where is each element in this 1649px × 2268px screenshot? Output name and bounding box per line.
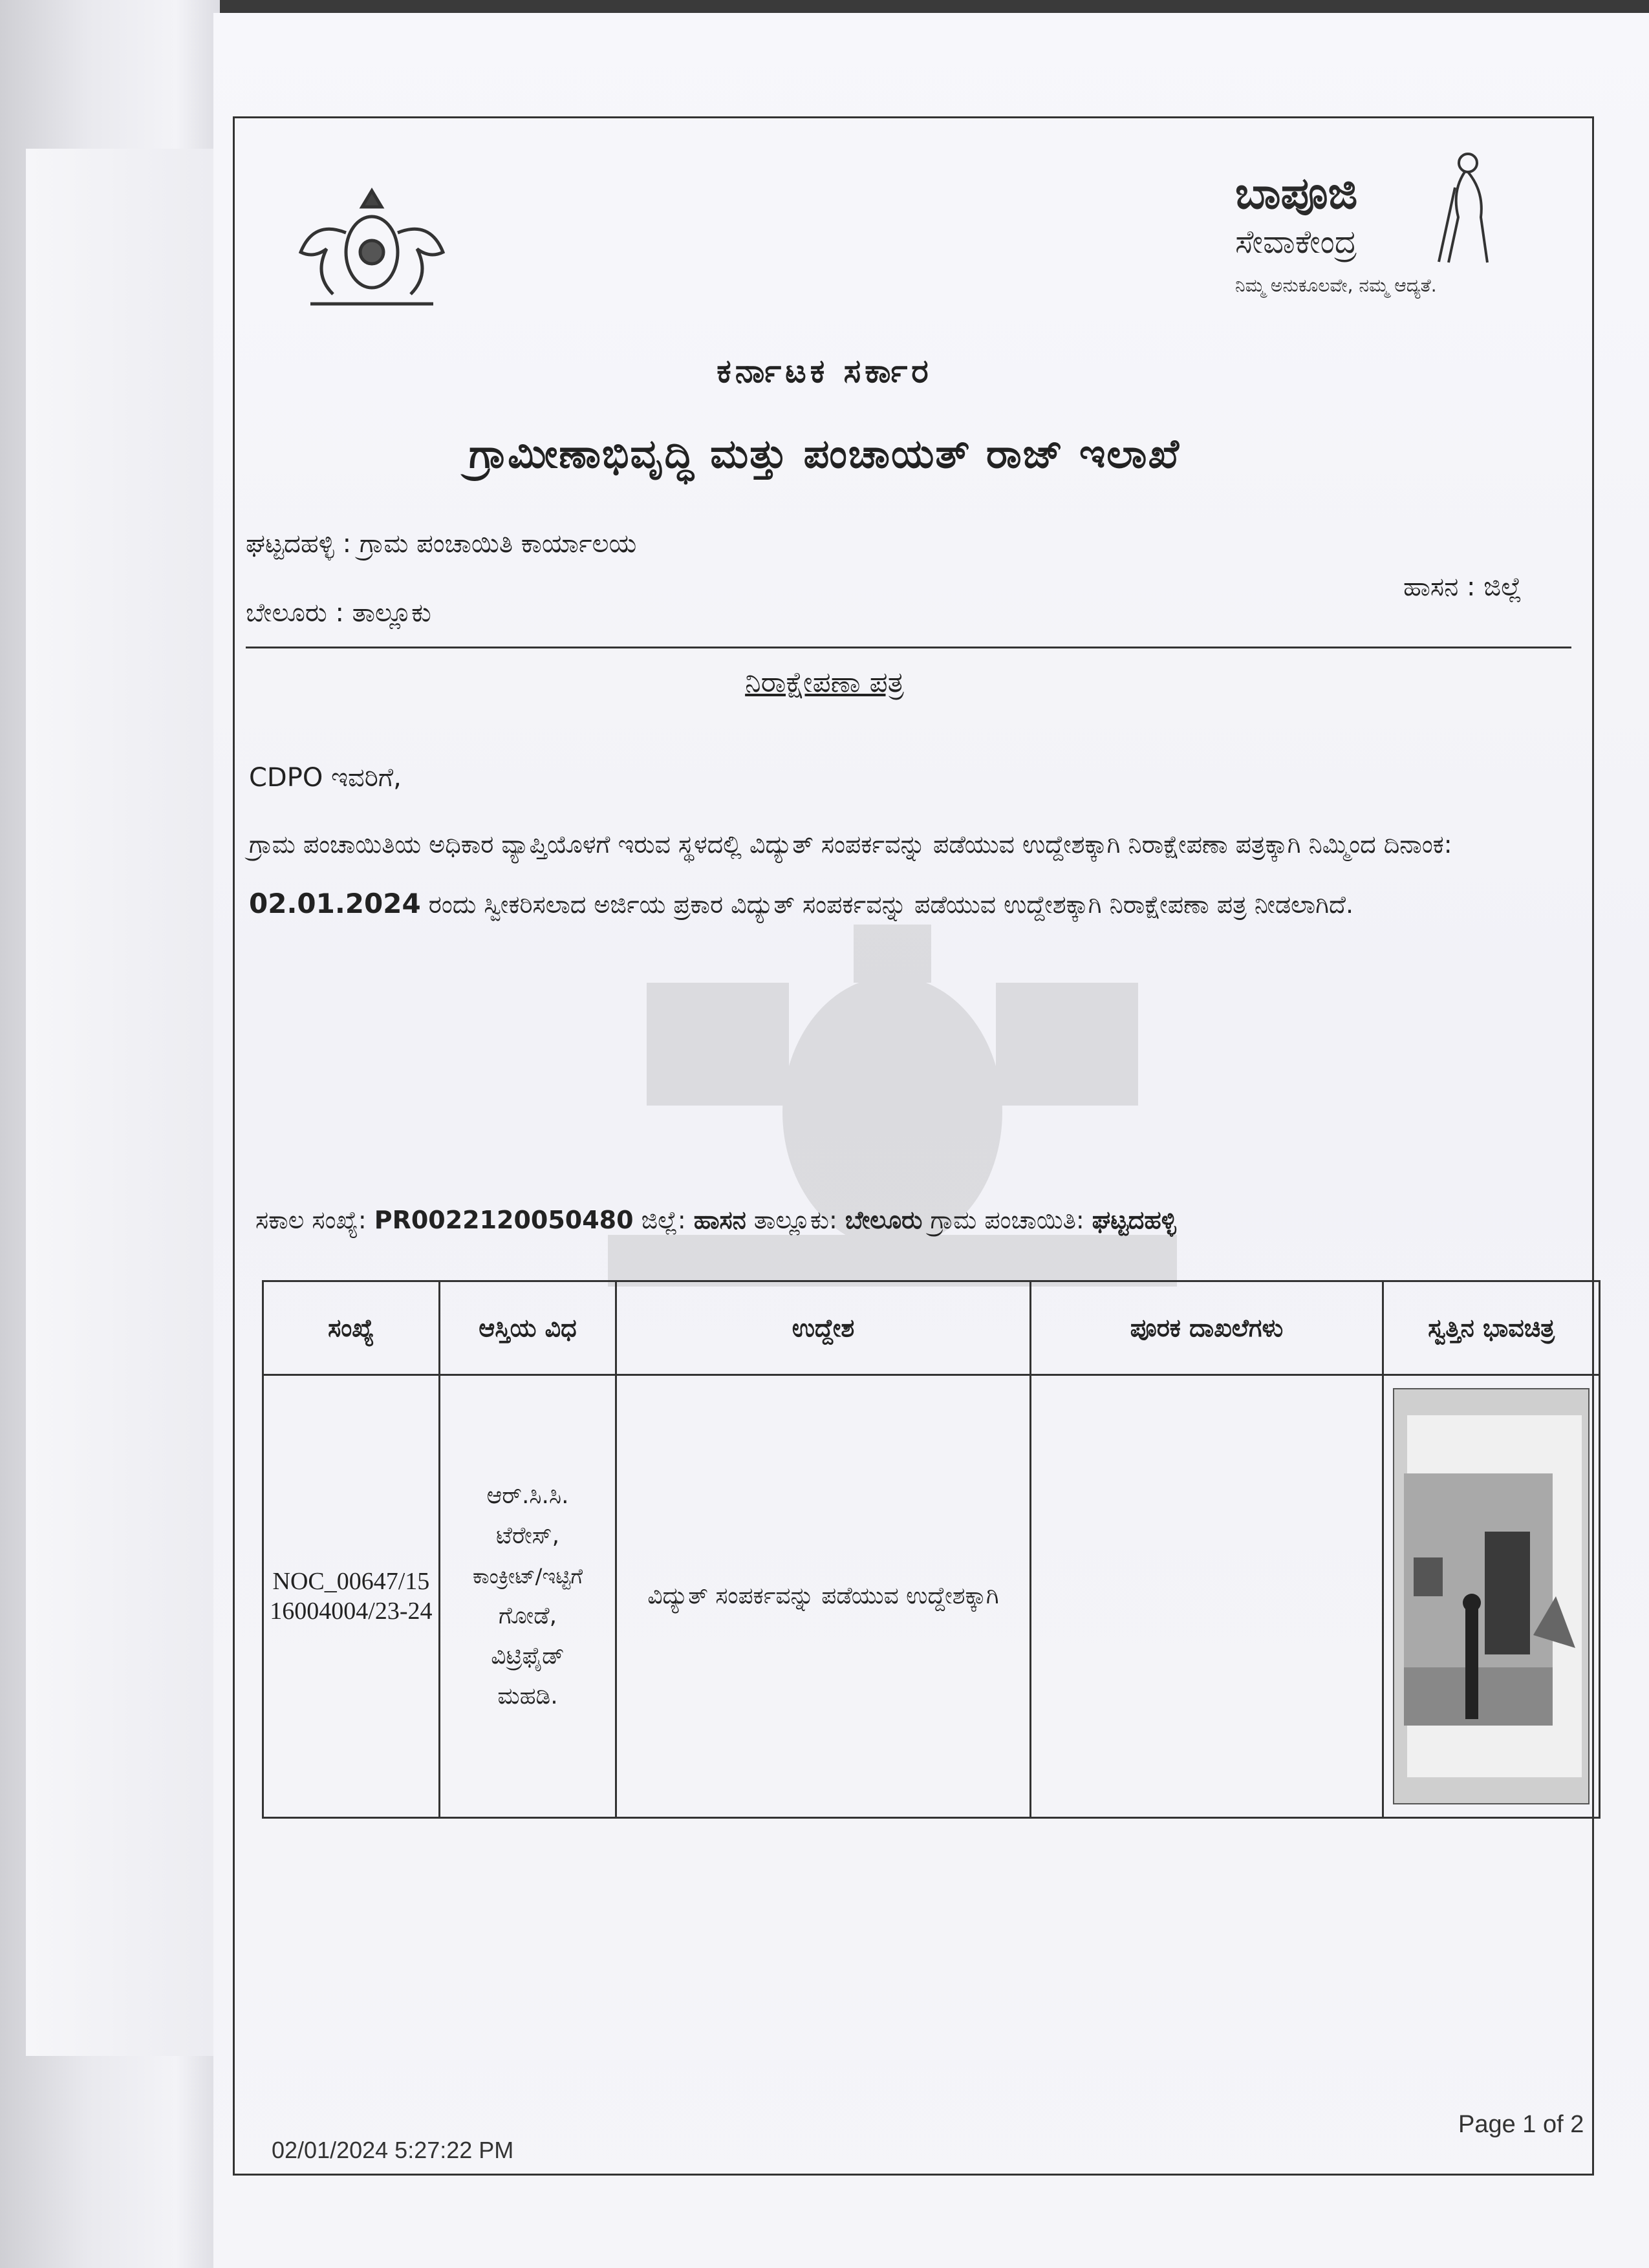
emblem-watermark-icon	[569, 899, 1216, 1312]
bapuji-sevakendra-logo	[1235, 149, 1507, 304]
department-title: ಗ್ರಾಮೀಣಾಭಿವೃದ್ಧಿ ಮತ್ತು ಪಂಚಾಯತ್ ರಾಜ್ ಇಲಾಖೆ	[469, 430, 1180, 477]
logo-subtitle: ಸೇವಾಕೇಂದ್ರ	[1235, 223, 1357, 261]
ref-district-label: ಜಿಲ್ಲೆ:	[633, 1206, 694, 1234]
property-type-line: ವಿಟ್ರಿಫೈಡ್	[491, 1643, 565, 1669]
property-type-line: ಮಹಡಿ.	[497, 1683, 558, 1709]
document-subject: ನಿರಾಕ್ಷೇಪಣಾ ಪತ್ರ	[745, 666, 904, 699]
cell-property-type	[439, 1375, 616, 1818]
header-supporting-documents: ಪೂರಕ ದಾಖಲೆಗಳು	[1030, 1281, 1383, 1375]
ref-gp-label: ಗ್ರಾಮ ಪಂಚಾಯಿತಿ:	[922, 1206, 1092, 1234]
print-timestamp: 02/01/2024 5:27:22 PM	[272, 2137, 514, 2163]
cell-number	[263, 1375, 440, 1818]
header-divider	[246, 647, 1571, 648]
district-line: ಹಾಸನ : ಜಿಲ್ಲೆ	[1403, 572, 1522, 602]
header-property-type: ಆಸ್ತಿಯ ವಿಧ	[439, 1281, 616, 1375]
header-property-photo: ಸ್ವತ್ತಿನ ಭಾವಚಿತ್ರ	[1383, 1281, 1600, 1375]
cell-purpose	[616, 1375, 1030, 1818]
body-text-part1: ಗ್ರಾಮ ಪಂಚಾಯಿತಿಯ ಅಧಿಕಾರ ವ್ಯಾಪ್ತಿಯೊಳಗೆ ಇರುವ ಸ್ಥಳದಲ್ಲಿ ವಿದ್ಯುತ್ ಸಂಪರ್ಕವನ್ನು ಪಡೆಯುವ ಉದ್ದೇಶಕ್ಕಾಗಿ ನಿರಾಕ್ಷೇಪಣಾ ಪತ್ರಕ್ಕಾಗಿ ನಿಮ್ಮಿಂದ ದಿನಾಂಕ:	[249, 830, 1452, 859]
logo-tagline: ನಿಮ್ಮ ಅನುಕೂಲವೇ, ನಮ್ಮ ಆದ್ಯತೆ.	[1235, 275, 1437, 296]
ref-district: ಹಾಸನ	[693, 1206, 746, 1234]
property-type-line: ಆರ್.ಸಿ.ಸಿ.	[486, 1482, 569, 1509]
sakala-number: PR0022120050480	[374, 1206, 634, 1234]
table-row	[263, 1375, 1600, 1818]
ref-gram-panchayat: ಘಟ್ಟದಹಳ್ಳಿ	[1092, 1206, 1176, 1234]
property-type-line: ಟೆರೇಸ್,	[495, 1523, 560, 1549]
application-date: 02.01.2024	[249, 888, 421, 919]
karnataka-emblem-icon	[285, 181, 459, 317]
property-type-line: ಕಾಂಕ್ರೀಟ್/ಇಟ್ಟಿಗೆ	[472, 1564, 583, 1589]
government-title: ಕರ್ನಾಟಕ ಸರ್ಕಾರ	[717, 352, 932, 390]
sakala-label: ಸಕಾಲ ಸಂಖ್ಯೆ:	[255, 1206, 374, 1234]
gandhi-walking-icon	[1429, 149, 1500, 265]
cell-supporting-documents	[1030, 1375, 1383, 1818]
purpose-text: ವಿದ್ಯುತ್ ಸಂಪರ್ಕವನ್ನು ಪಡೆಯುವ ಉದ್ದೇಶಕ್ಕಾಗಿ	[647, 1583, 999, 1609]
noc-number: NOC_00647/1516004004/23-24	[270, 1568, 433, 1625]
office-line: ಘಟ್ಟದಹಳ್ಳಿ : ಗ್ರಾಮ ಪಂಚಾಯಿತಿ ಕಾರ್ಯಾಲಯ	[246, 529, 637, 559]
folded-page-flap	[0, 0, 220, 2268]
cell-property-photo	[1383, 1375, 1600, 1818]
taluk-line: ಬೇಲೂರು : ತಾಲ್ಲೂಕು	[246, 598, 431, 628]
property-type-line: ಗೋಡೆ,	[498, 1603, 557, 1629]
logo-title: ಬಾಪೂಜಿ	[1235, 168, 1358, 219]
salutation: CDPO ಇವರಿಗೆ,	[249, 763, 402, 793]
noc-details-table	[262, 1280, 1600, 1819]
body-text-part2: ರಂದು ಸ್ವೀಕರಿಸಲಾದ ಅರ್ಜಿಯ ಪ್ರಕಾರ ವಿದ್ಯುತ್ ಸಂಪರ್ಕವನ್ನು ಪಡೆಯುವ ಉದ್ದೇಶಕ್ಕಾಗಿ ನಿರಾಕ್ಷೇಪಣಾ ಪತ್ರ ನೀಡಲಾಗಿದೆ.	[420, 890, 1354, 919]
table-header-row	[263, 1281, 1600, 1375]
page-number: Page 1 of 2	[1458, 2111, 1584, 2138]
header-purpose: ಉದ್ದೇಶ	[616, 1281, 1030, 1375]
ref-taluk: ಬೇಲೂರು	[845, 1206, 923, 1234]
property-photo	[1393, 1388, 1590, 1804]
house-photo-icon	[1394, 1389, 1588, 1803]
ref-taluk-label: ತಾಲ್ಲೂಕು:	[746, 1206, 845, 1234]
reference-line	[255, 1206, 1176, 1235]
header-number: ಸಂಖ್ಯೆ	[263, 1281, 440, 1375]
